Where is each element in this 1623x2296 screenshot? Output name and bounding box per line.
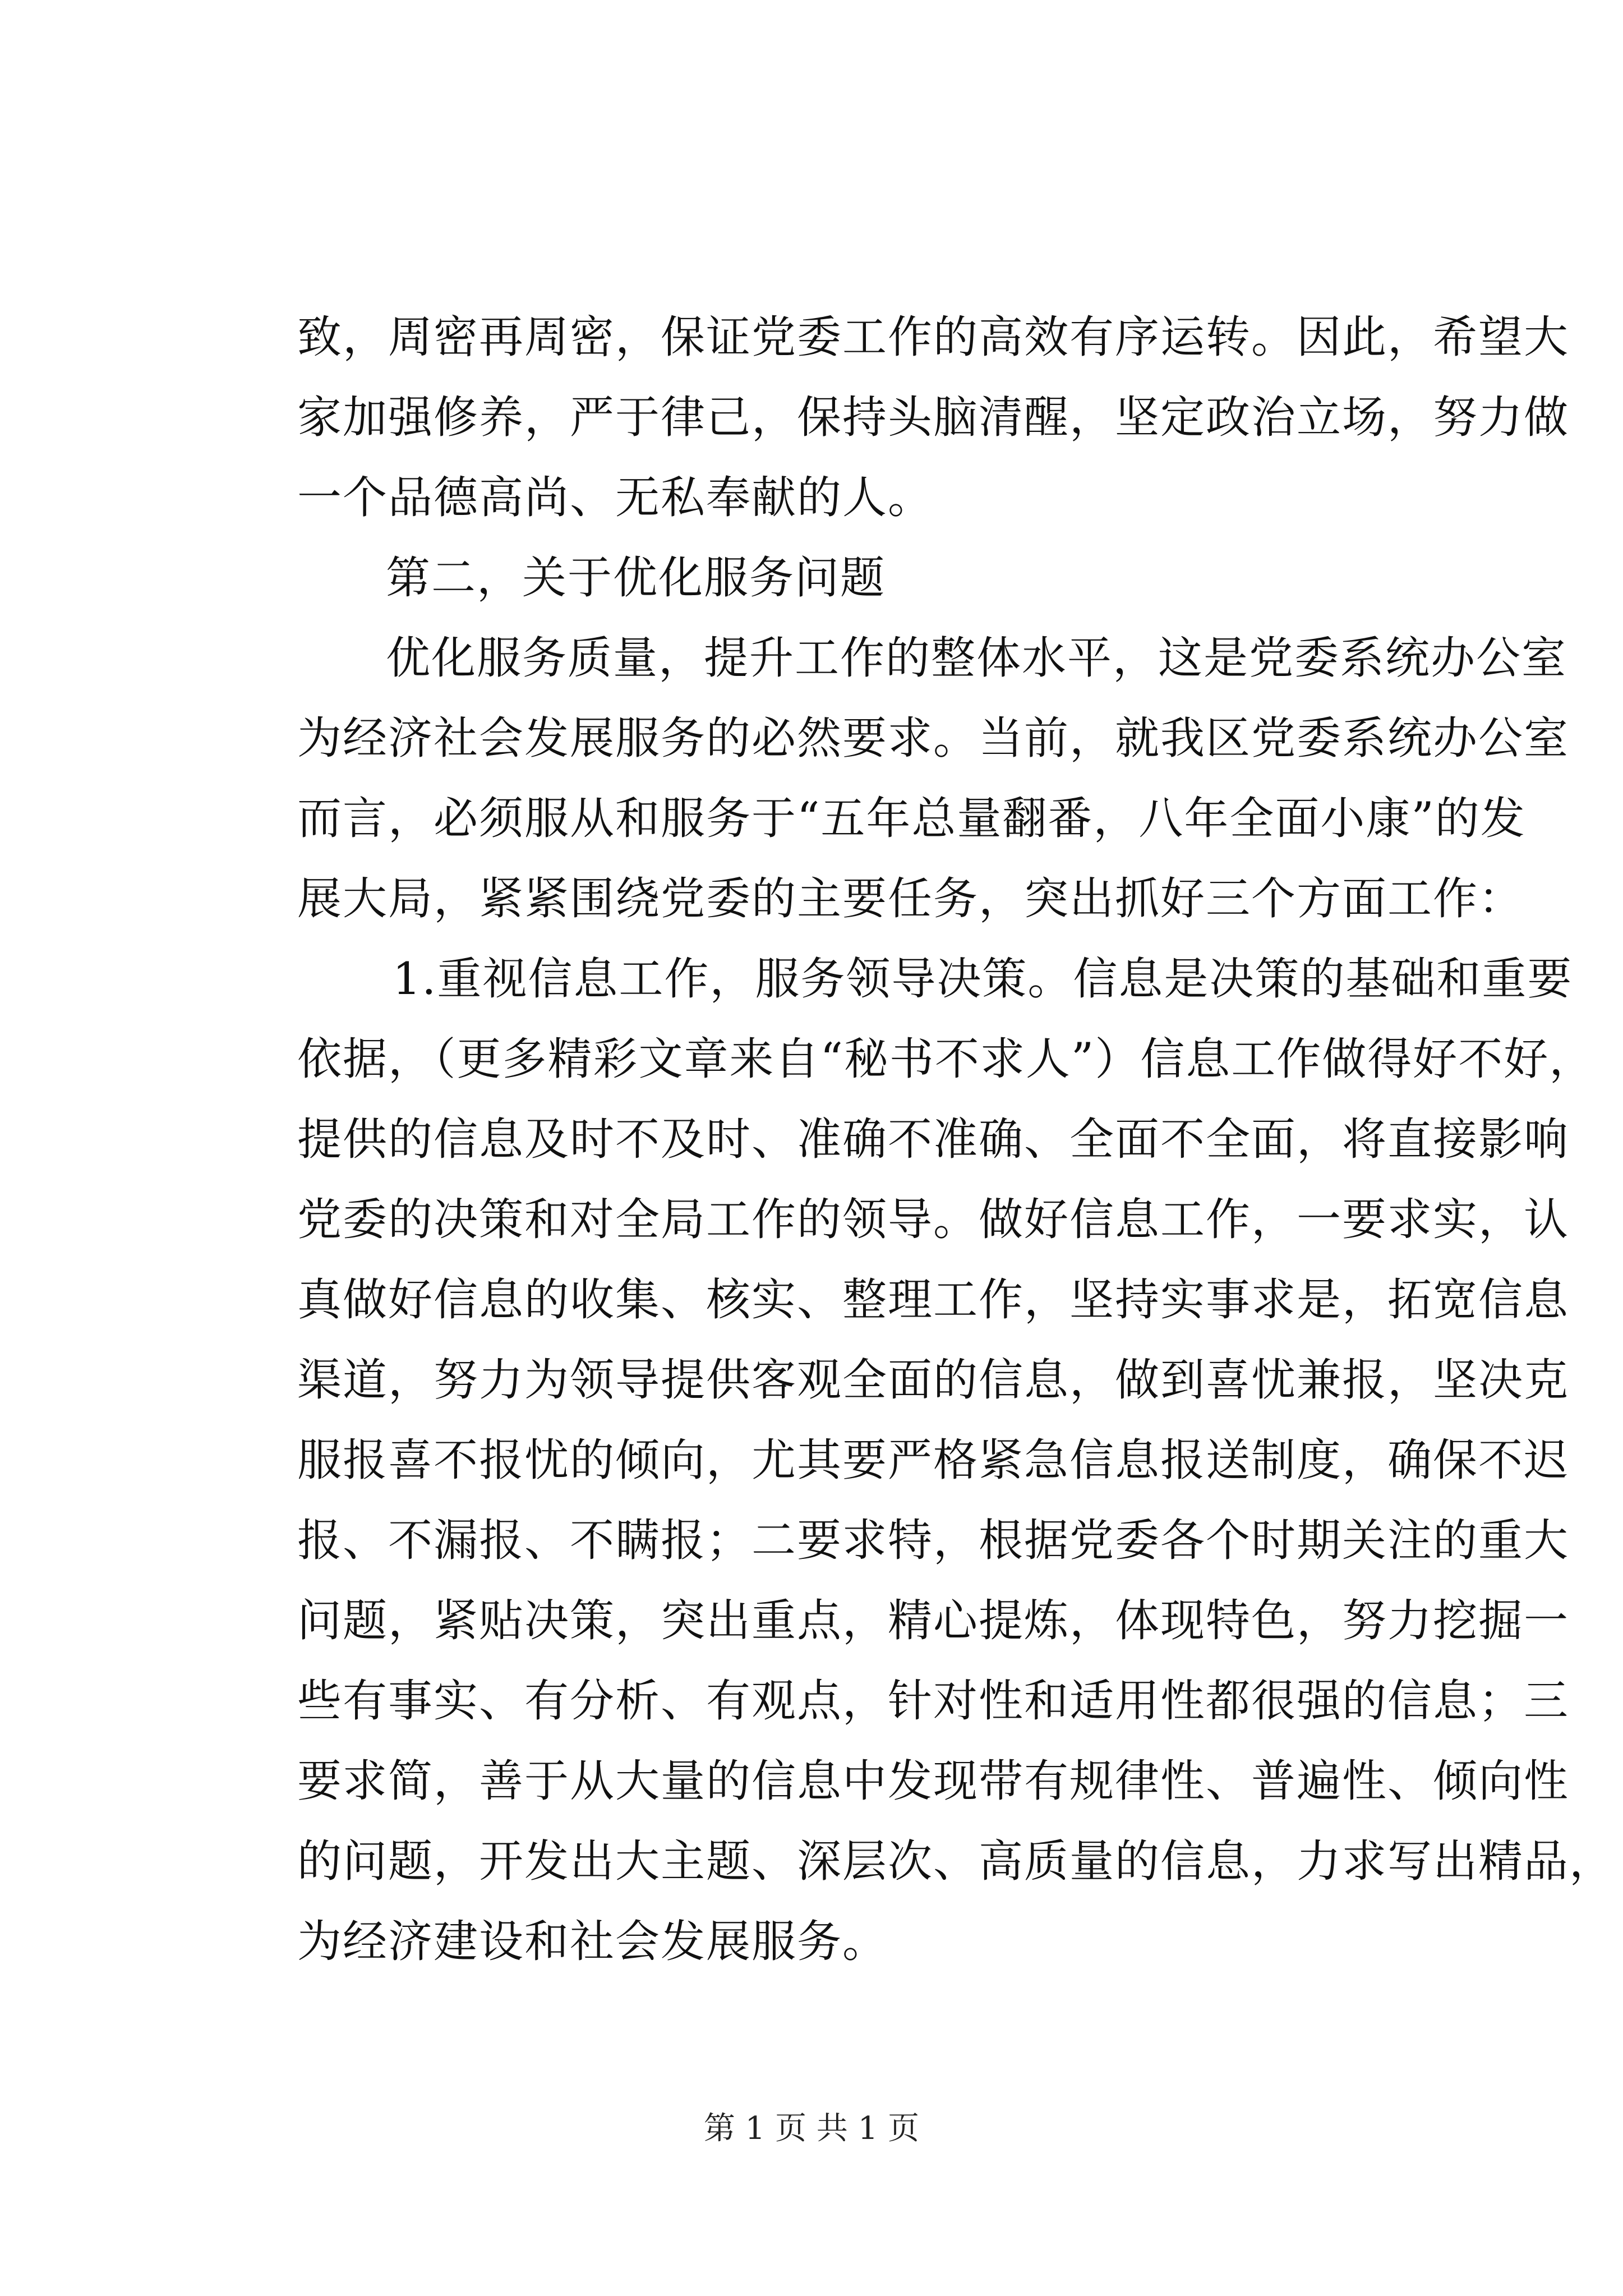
text-line: 些有事实、有分析、有观点，针对性和适用性都很强的信息；三 (297, 1675, 1569, 1727)
text-line: 1.重视信息工作，服务领导决策。信息是决策的基础和重要 (393, 953, 1573, 1005)
text-line: 提供的信息及时不及时、准确不准确、全面不全面，将直接影响 (297, 1114, 1569, 1165)
text-line: 为经济建设和社会发展服务。 (297, 1916, 888, 1967)
text-line: 报、不漏报、不瞒报；二要求特，根据党委各个时期关注的重大 (297, 1515, 1569, 1566)
text-line: 要求简，善于从大量的信息中发现带有规律性、普遍性、倾向性 (297, 1755, 1569, 1807)
text-line: 致，周密再周密，保证党委工作的高效有序运转。因此，希望大 (297, 311, 1569, 363)
text-line: 一个品德高尚、无私奉献的人。 (297, 472, 933, 523)
text-line: 优化服务质量，提升工作的整体水平，这是党委系统办公室 (386, 632, 1567, 684)
page-number-label: 第 1 页 共 1 页 (703, 2110, 920, 2147)
text-line: 问题，紧贴决策，突出重点，精心提炼，体现特色，努力挖掘一 (297, 1595, 1569, 1646)
text-line: 党委的决策和对全局工作的领导。做好信息工作，一要求实，认 (297, 1194, 1569, 1245)
text-line: 为经济社会发展服务的必然要求。当前，就我区党委系统办公室 (297, 712, 1569, 764)
text-line: 展大局，紧紧围绕党委的主要任务，突出抓好三个方面工作： (297, 873, 1524, 924)
document-body (297, 297, 1615, 1982)
page-footer (0, 2109, 1623, 2148)
text-line: 家加强修养，严于律己，保持头脑清醒，坚定政治立场，努力做 (297, 392, 1569, 443)
text-line: 依据，（更多精彩文章来自“秘书不求人”）信息工作做得好不好， (297, 1033, 1595, 1085)
section-heading: 第二，关于优化服务问题 (386, 552, 886, 604)
text-line: 而言，必须服从和服务于“五年总量翻番，八年全面小康”的发 (297, 793, 1526, 844)
text-line: 服报喜不报忧的倾向，尤其要严格紧急信息报送制度，确保不迟 (297, 1434, 1569, 1486)
text-line: 的问题，开发出大主题、深层次、高质量的信息，力求写出精品， (297, 1835, 1615, 1887)
text-line: 渠道，努力为领导提供客观全面的信息，做到喜忧兼报，坚决克 (297, 1354, 1569, 1406)
text-line: 真做好信息的收集、核实、整理工作，坚持实事求是，拓宽信息 (297, 1274, 1569, 1326)
